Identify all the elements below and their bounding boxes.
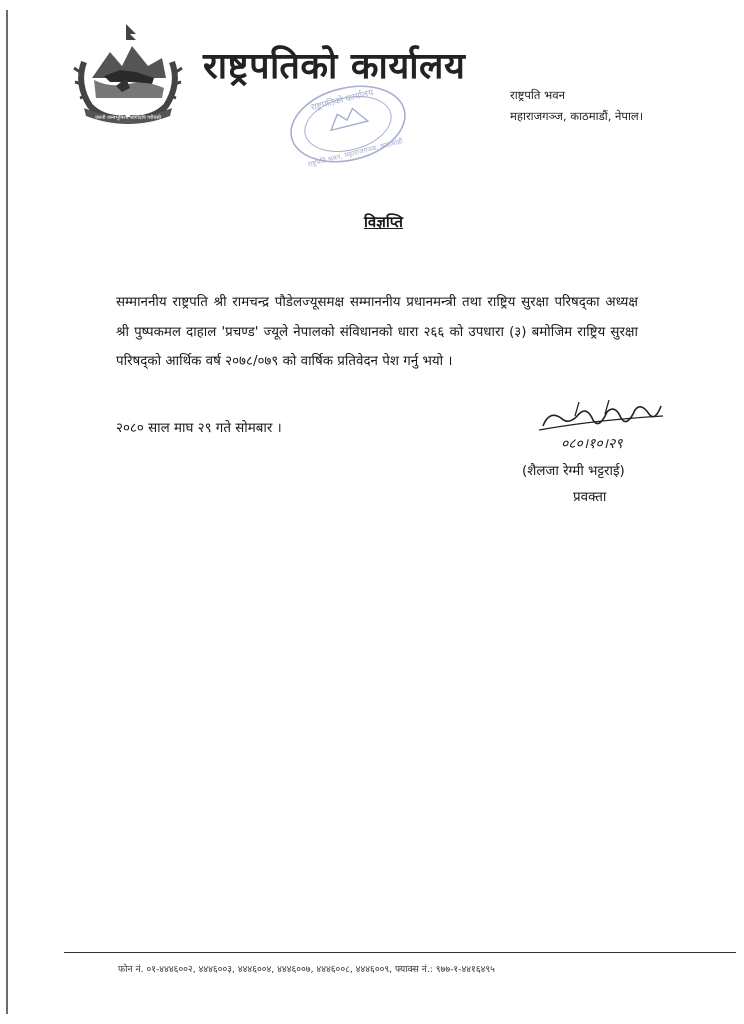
office-stamp-icon [282,78,414,170]
scan-edge [6,10,8,1014]
stamp-line-2: राष्ट्रपति भवन, महाराजगञ्ज, काठमाडौं [307,137,404,169]
footer-divider [64,952,736,953]
notice-body: सम्माननीय राष्ट्रपति श्री रामचन्द्र पौडेलज्यूसमक्ष सम्माननीय प्रधानमन्त्री तथा राष्ट्रिय सुरक्षा परिषद्का अध्यक्ष श्री पुष्पकमल दाहाल 'प्रचण्ड' ज्यूले नेपालको संविधानको धारा २६६ को उपधारा (३) बमोजिम राष्ट्रिय सुरक्षा परिषद्को आर्थिक वर्ष २०७८/०७९ को वार्षिक प्रतिवेदन पेश गर्नु भयो । [116,295,638,369]
notice-date: २०८० साल माघ २९ गते सोमबार । [116,421,282,436]
address-line-1: राष्ट्रपति भवन [510,88,565,102]
emblem-caption: जननी जन्मभूमिश्च स्वर्गादपि गरीयसी [94,115,162,121]
signature-date: ०८०।१०।२९ [561,436,623,452]
stamp-line-1: राष्ट्रपतिको कार्यालय [309,88,375,114]
signatory-role: प्रवक्ता [573,490,607,505]
address-line-2: महाराजगञ्ज, काठमाडौं, नेपाल। [510,109,644,123]
office-title: राष्ट्रपतिको कार्यालय [203,46,466,87]
signatory-name: (शैलजा रेग्मी भट्टराई) [522,464,625,479]
handwritten-signature [535,396,670,458]
footer-contact: फोन नं. ०१-४४४६००२, ४४४६००३, ४४४६००४, ४४४६००७, ४४४६००८, ४४४६००९, फ्याक्स नं.: ९७७-१-४४१६४९५ [118,964,495,975]
notice-title: विज्ञप्ति [364,213,403,231]
nepal-emblem-icon [70,22,186,126]
